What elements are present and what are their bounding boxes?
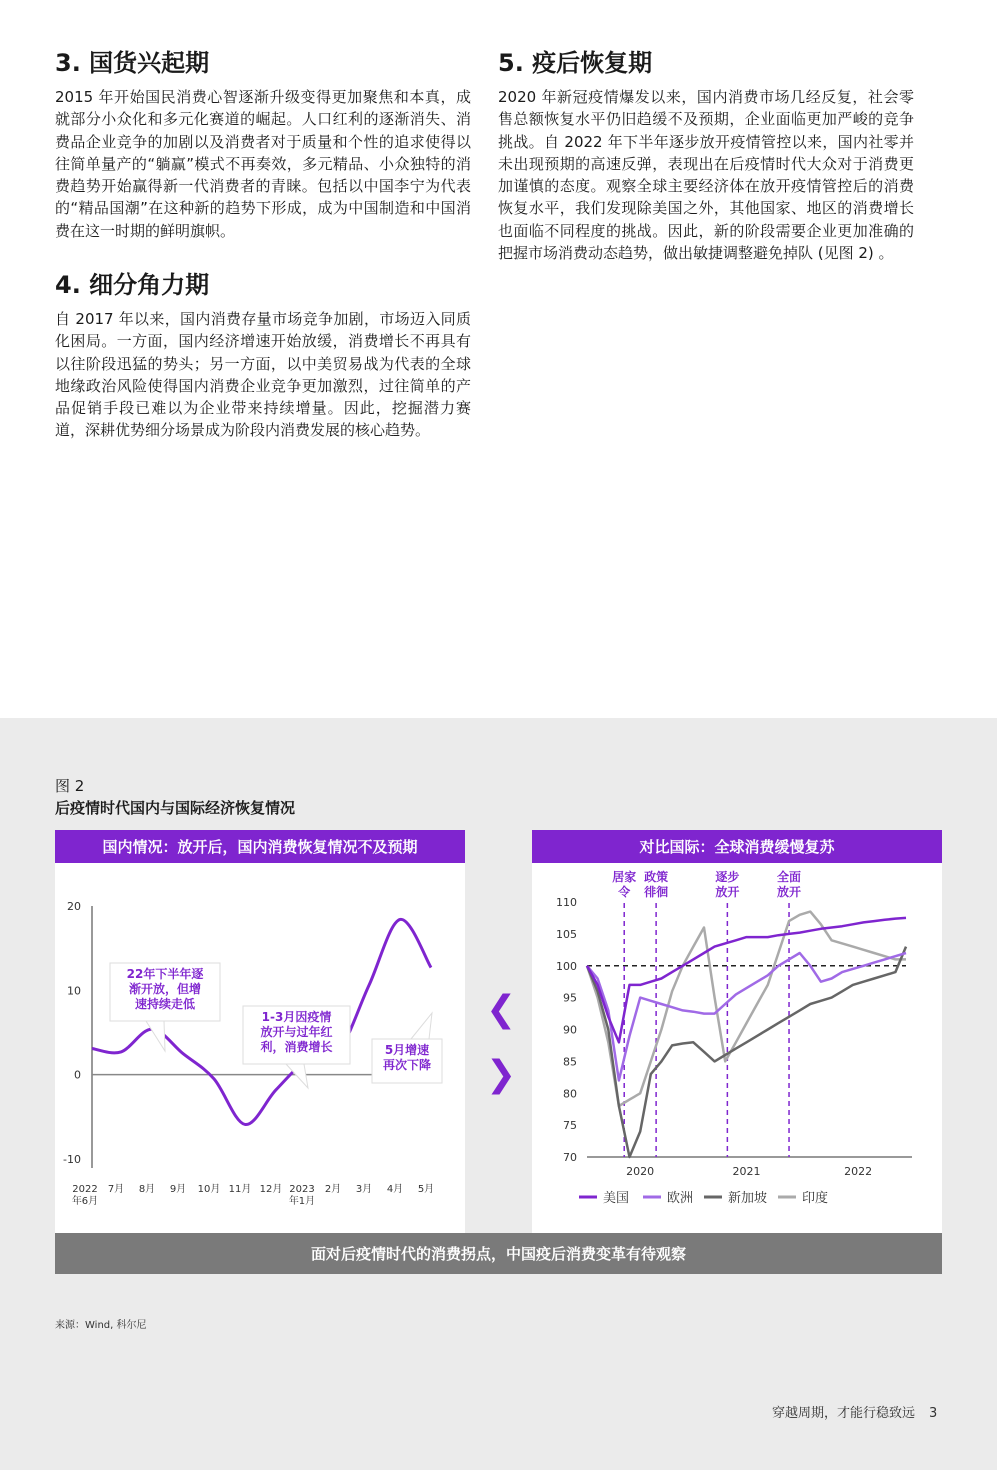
x-tick-label: 2023	[289, 1184, 315, 1195]
x-tick-label: 2022	[72, 1184, 98, 1195]
y-tick-label: 100	[556, 959, 577, 973]
phase-label: 徘徊	[644, 885, 669, 899]
x-tick-label: 2022	[844, 1165, 873, 1178]
section-5-body: 2020 年新冠疫情爆发以来，国内消费市场几经反复，社会零售总额恢复水平仍旧趋缓不及预期，企业面临更加严峻的竞争挑战。自 2022 年下半年逐步放开疫情管控以来，国内社零并未出现预期的高速反弹，表现出在后疫情时代大众对于消费更加谨慎的态度。观察全球主要经济体在放开疫情管控后的消费恢复水平，我们发现除美国之外，其他国家、地区的消费增长也面临不同程度的挑战。因此，新的阶段需要企业更加准确的把握市场消费动态趋势，做出敏捷调整避免掉队 (见图 2) 。	[498, 88, 914, 263]
y-tick-label: 75	[563, 1119, 577, 1133]
series-line	[587, 912, 906, 1106]
annotation-pointer	[146, 1021, 165, 1051]
section-5-title: 5. 疫后恢复期	[498, 49, 653, 77]
x-tick-label: 7月	[107, 1184, 125, 1195]
phase-label: 政策	[644, 870, 669, 884]
x-tick-label: 2月	[324, 1184, 342, 1195]
annotation-text: 1-3月因疫情	[261, 1010, 332, 1024]
section-3	[55, 48, 471, 242]
legend-label: 美国	[603, 1191, 630, 1206]
annotation-text: 利，消费增长	[260, 1040, 333, 1054]
chevron-left-icon: ❮	[486, 989, 517, 1030]
x-tick-label: 4月	[386, 1184, 404, 1195]
series-line	[587, 953, 906, 1081]
x-tick-label: 10月	[197, 1184, 221, 1195]
page-footer	[772, 1402, 937, 1421]
page-number: 3	[929, 1406, 938, 1421]
section-3-body: 2015 年开始国民消费心智逐渐升级变得更加聚焦和本真，成就部分小众化和多元化赛道的崛起。人口红利的逐渐消失、消费品企业竞争的加剧以及消费者对于质量和个性的追求使得以往简单量产的“躺赢”模式不再奏效，多元精品、小众独特的消费趋势开始赢得新一代消费者的青睐。包括以中国李宁为代表的“精品国潮”在这种新的趋势下形成，成为中国制造和中国消费在这一时期的鲜明旗帜。	[55, 88, 471, 240]
y-tick-label: 105	[556, 927, 577, 941]
section-5	[498, 48, 914, 264]
y-tick-label: 90	[563, 1023, 577, 1037]
x-tick-label: 2021	[732, 1165, 761, 1178]
y-tick-label: 110	[556, 896, 577, 909]
annotation-text: 放开与过年红	[260, 1025, 333, 1039]
y-tick-label: -10	[63, 1153, 81, 1166]
x-tick-label: 12月	[259, 1184, 283, 1195]
chevron-right-icon: ❯	[486, 1054, 517, 1095]
y-tick-label: 10	[67, 984, 81, 998]
domestic-chart-card	[55, 830, 465, 1233]
y-tick-label: 95	[563, 991, 577, 1005]
section-3-title: 3. 国货兴起期	[55, 49, 210, 77]
international-chart-card	[532, 830, 942, 1233]
source-note: 来源：Wind, 科尔尼	[55, 1320, 147, 1331]
section-4	[55, 270, 471, 442]
y-tick-label: 0	[74, 1068, 81, 1082]
x-tick-label: 9月	[169, 1184, 187, 1195]
figure-title: 后疫情时代国内与国际经济恢复情况	[55, 799, 296, 817]
x-tick-label: 5月	[417, 1184, 435, 1195]
domestic-chart-header: 国内情况：放开后，国内消费恢复情况不及预期	[55, 830, 465, 863]
legend-label: 新加坡	[728, 1191, 768, 1206]
x-tick-label: 年6月	[71, 1196, 99, 1207]
phase-label: 全面	[777, 870, 802, 884]
domestic-chart	[55, 863, 465, 1233]
conclusion-banner: 面对后疫情时代的消费拐点，中国疫后消费变革有待观察	[55, 1233, 942, 1274]
footer-title: 穿越周期，才能行稳致远	[772, 1406, 916, 1421]
section-4-title: 4. 细分角力期	[55, 271, 210, 299]
phase-label: 放开	[777, 885, 802, 899]
phase-label: 令	[618, 885, 631, 899]
annotation-text: 速持续走低	[134, 997, 196, 1011]
annotation-pointer	[411, 1013, 432, 1039]
x-tick-label: 3月	[355, 1184, 373, 1195]
annotation-text: 渐开放，但增	[128, 982, 202, 996]
phase-label: 逐步	[715, 870, 740, 884]
series-line	[587, 947, 906, 1157]
annotation-text: 5月增速	[384, 1043, 430, 1057]
phase-label: 居家	[612, 870, 637, 884]
annotation-text: 再次下降	[382, 1058, 432, 1072]
y-tick-label: 20	[67, 900, 81, 913]
x-tick-label: 11月	[228, 1184, 252, 1195]
section-4-body: 自 2017 年以来，国内消费存量市场竞争加剧，市场迈入同质化困局。一方面，国内经济增速开始放缓，消费增长不再具有以往阶段迅猛的势头；另一方面，以中美贸易战为代表的全球地缘政治风险使得国内消费企业竞争更加激烈，过往简单的产品促销手段已难以为企业带来持续增量。因此，挖掘潜力赛道，深耕优势细分场景成为阶段内消费发展的核心趋势。	[55, 310, 471, 440]
international-chart	[532, 863, 942, 1233]
figure-label: 图 2	[55, 777, 85, 795]
y-tick-label: 70	[563, 1151, 577, 1164]
annotation-text: 22年下半年逐	[126, 967, 204, 981]
x-tick-label: 8月	[138, 1184, 156, 1195]
international-chart-header: 对比国际：全球消费缓慢复苏	[532, 830, 942, 863]
x-tick-label: 2020	[626, 1165, 655, 1178]
phase-label: 放开	[715, 885, 740, 899]
y-tick-label: 85	[563, 1055, 577, 1069]
y-tick-label: 80	[563, 1087, 577, 1101]
legend-label: 欧洲	[667, 1191, 694, 1206]
legend-label: 印度	[802, 1191, 829, 1206]
x-tick-label: 年1月	[288, 1196, 316, 1207]
